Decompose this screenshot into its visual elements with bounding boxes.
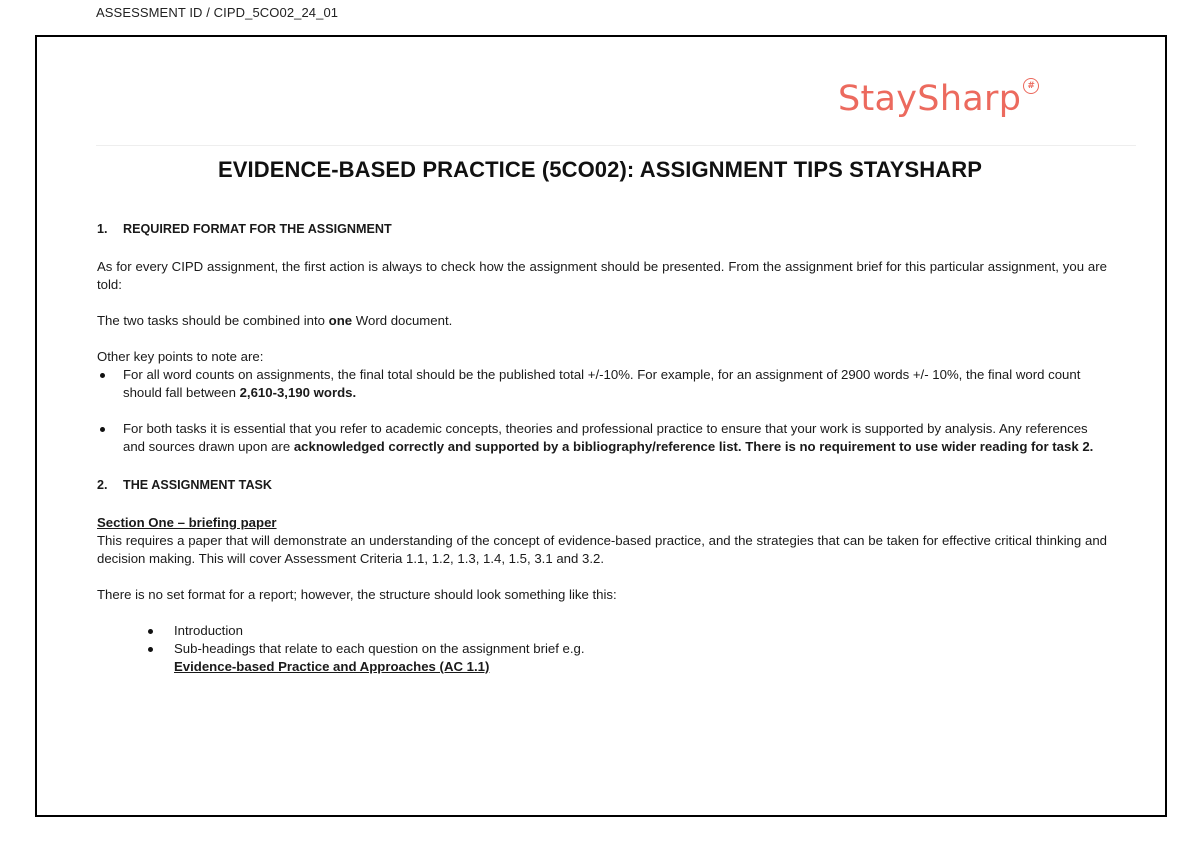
assessment-id-header: ASSESSMENT ID / CIPD_5CO02_24_01: [96, 5, 339, 20]
section-heading-format: [97, 220, 1107, 238]
section-heading-task: [97, 476, 1107, 494]
structure-list: [97, 622, 1107, 676]
combined-text-bold: one: [328, 313, 353, 328]
format-intro-paragraph: As for every CIPD assignment, the first action is always to check how the assignment should be presented. From the assignment brief for this particular assignment, you are told:: [97, 259, 1107, 292]
header-divider: [96, 145, 1136, 146]
combined-text-b: Word document.: [352, 313, 453, 328]
list-item: [97, 366, 1107, 402]
section-one-subheading: Section One – briefing paper: [97, 515, 277, 530]
logo-text: StaySharp: [838, 79, 1022, 119]
list-item: Introduction: [147, 622, 1107, 640]
staysharp-logo: [838, 79, 1036, 119]
list-item: [97, 420, 1107, 456]
format-note-paragraph: There is no set format for a report; however, the structure should look something like this:: [97, 587, 617, 602]
bullet2-text: For both tasks it is essential that you refer to academic concepts, theories and professional practice to ensure that your work is supported by analysis. Any references and sources drawn upon are: [123, 421, 1088, 454]
hash-badge-icon: #: [1023, 78, 1039, 94]
combined-text-a: The two tasks should be combined into: [97, 313, 329, 328]
bullet1-text: For all word counts on assignments, the final total should be the published total +/-10%. For example, for an assignment of 2900 words +/- 10%, the final word count should fall between: [123, 367, 1081, 400]
example-subheading: Evidence-based Practice and Approaches (AC 1.1): [174, 659, 490, 674]
combined-document-paragraph: [97, 312, 1107, 330]
section-one-description: This requires a paper that will demonstrate an understanding of the concept of evidence-based practice, and the strategies that can be taken for effective critical thinking and decision making. This will cover Assessment Criteria 1.1, 1.2, 1.3, 1.4, 1.5, 3.1 and 3.2.: [97, 533, 1107, 566]
bullet2-bold: acknowledged correctly and supported by a bibliography/reference list. There is no requirement to use wider reading for task 2.: [293, 439, 1094, 454]
bullet1-bold: 2,610-3,190 words.: [239, 385, 357, 400]
document-body: [97, 220, 1107, 676]
key-points-list: [97, 366, 1107, 456]
list-item: [147, 640, 1107, 676]
section-number: 2.: [97, 478, 108, 492]
key-points-label: Other key points to note are:: [97, 349, 264, 364]
document-title: EVIDENCE-BASED PRACTICE (5CO02): ASSIGNMENT TIPS STAYSHARP: [217, 157, 983, 182]
section-heading-text: THE ASSIGNMENT TASK: [123, 478, 273, 492]
section-heading-text: REQUIRED FORMAT FOR THE ASSIGNMENT: [123, 222, 392, 236]
list-item-text: Sub-headings that relate to each question on the assignment brief e.g.: [174, 641, 585, 656]
section-number: 1.: [97, 222, 108, 236]
